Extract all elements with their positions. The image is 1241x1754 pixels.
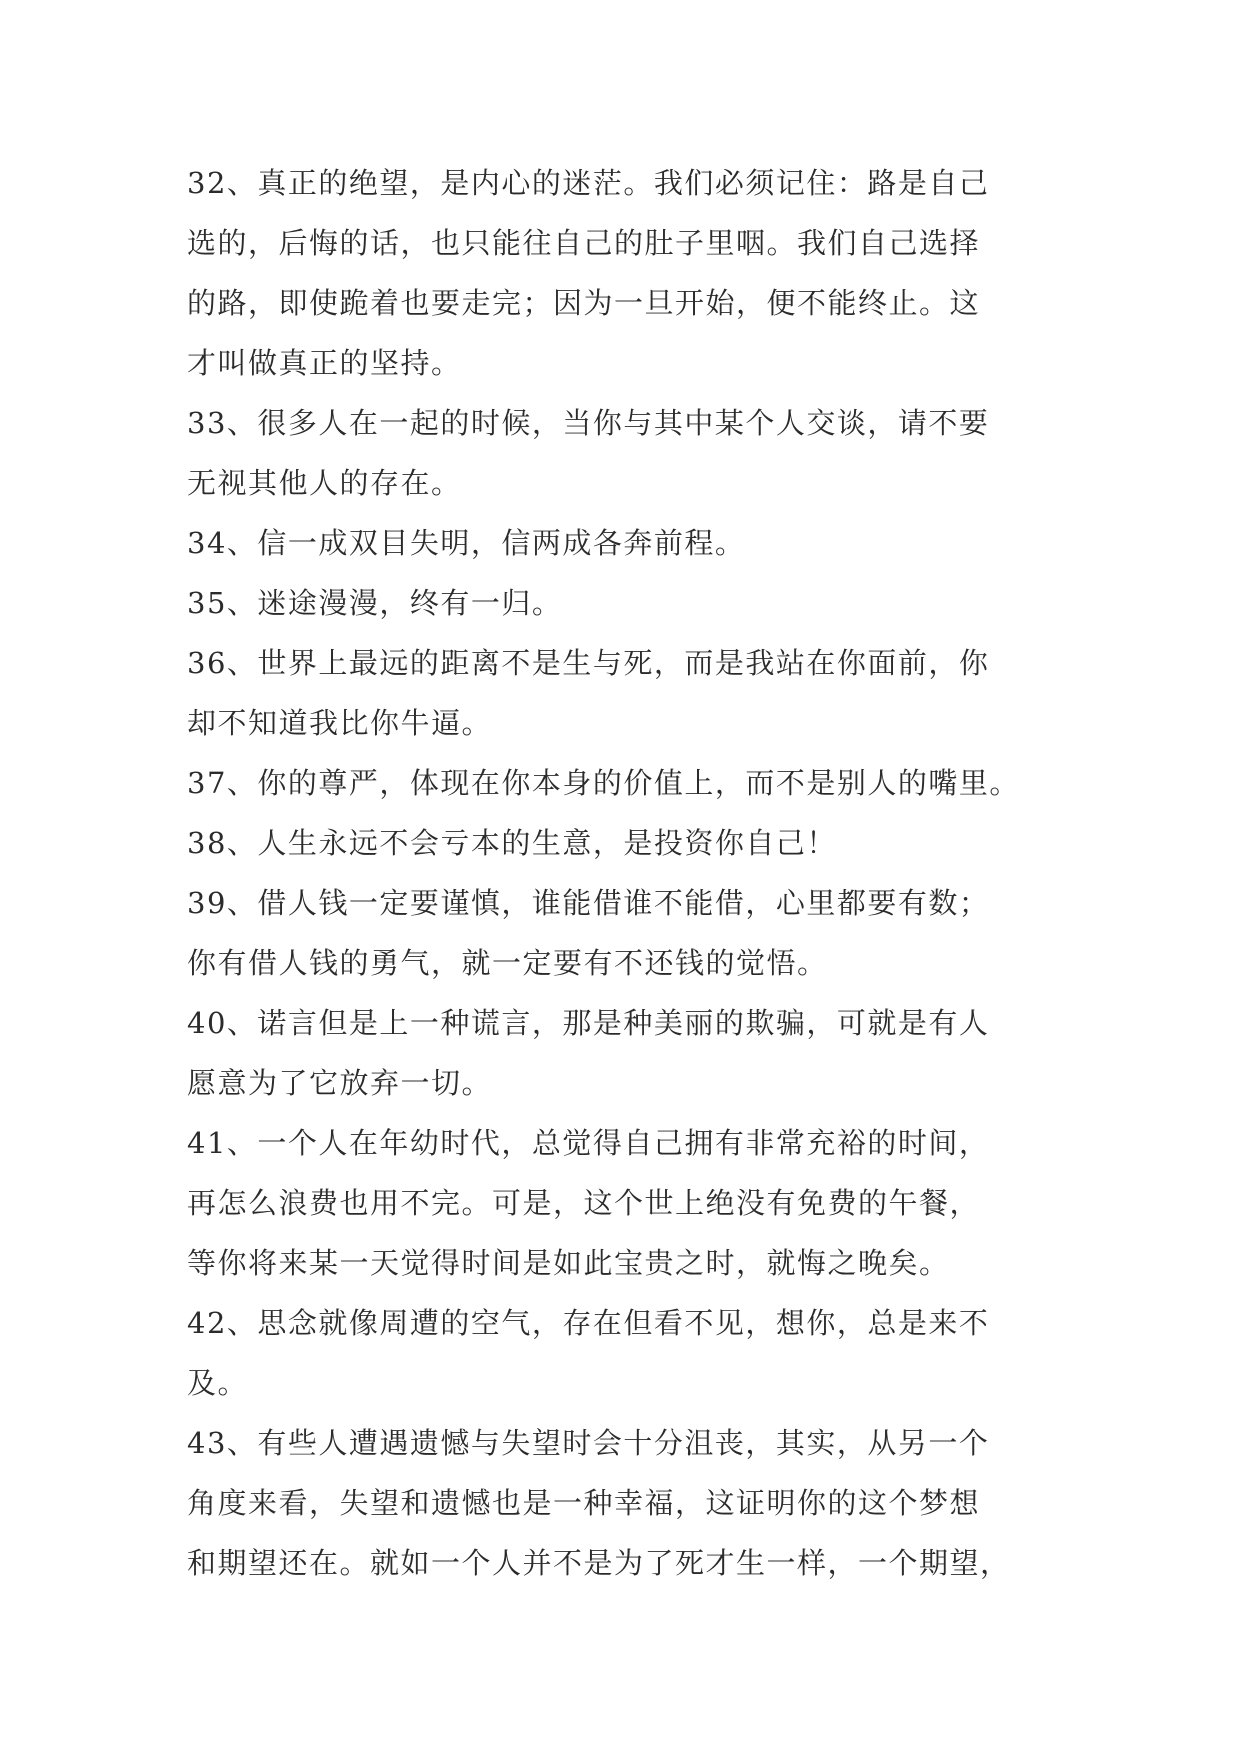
- text-line: 33、很多人在一起的时候，当你与其中某个人交谈，请不要: [187, 406, 990, 440]
- text-line: 41、一个人在年幼时代，总觉得自己拥有非常充裕的时间，: [187, 1126, 990, 1160]
- text-line: 的路，即使跪着也要走完；因为一旦开始，便不能终止。这: [187, 286, 981, 320]
- text-line: 38、人生永远不会亏本的生意，是投资你自己！: [187, 826, 837, 860]
- text-line: 43、有些人遭遇遗憾与失望时会十分沮丧，其实，从另一个: [187, 1426, 990, 1460]
- text-line: 才叫做真正的坚持。: [187, 346, 462, 380]
- text-line: 等你将来某一天觉得时间是如此宝贵之时，就悔之晚矣。: [187, 1246, 950, 1280]
- text-line: 和期望还在。就如一个人并不是为了死才生一样，一个期望，: [187, 1546, 1011, 1580]
- text-line: 32、真正的绝望，是内心的迷茫。我们必须记住：路是自己: [187, 166, 990, 200]
- text-line: 再怎么浪费也用不完。可是，这个世上绝没有免费的午餐，: [187, 1186, 981, 1220]
- text-line: 40、诺言但是上一种谎言，那是种美丽的欺骗，可就是有人: [187, 1006, 990, 1040]
- text-line: 及。: [187, 1366, 249, 1400]
- text-line: 角度来看，失望和遗憾也是一种幸福，这证明你的这个梦想: [187, 1486, 981, 1520]
- text-line: 34、信一成双目失明，信两成各奔前程。: [187, 526, 746, 560]
- text-line: 37、你的尊严，体现在你本身的价值上，而不是别人的嘴里。: [187, 766, 1020, 800]
- text-line: 39、借人钱一定要谨慎，谁能借谁不能借，心里都要有数；: [187, 886, 990, 920]
- text-line: 35、迷途漫漫，终有一归。: [187, 586, 563, 620]
- text-line: 选的，后悔的话，也只能往自己的肚子里咽。我们自己选择: [187, 226, 981, 260]
- text-line: 42、思念就像周遭的空气，存在但看不见，想你，总是来不: [187, 1306, 990, 1340]
- text-line: 无视其他人的存在。: [187, 466, 462, 500]
- document-body: [187, 153, 1067, 1593]
- text-line: 愿意为了它放弃一切。: [187, 1066, 493, 1100]
- text-line: 却不知道我比你牛逼。: [187, 706, 493, 740]
- text-line: 你有借人钱的勇气，就一定要有不还钱的觉悟。: [187, 946, 828, 980]
- text-line: 36、世界上最远的距离不是生与死，而是我站在你面前，你: [187, 646, 990, 680]
